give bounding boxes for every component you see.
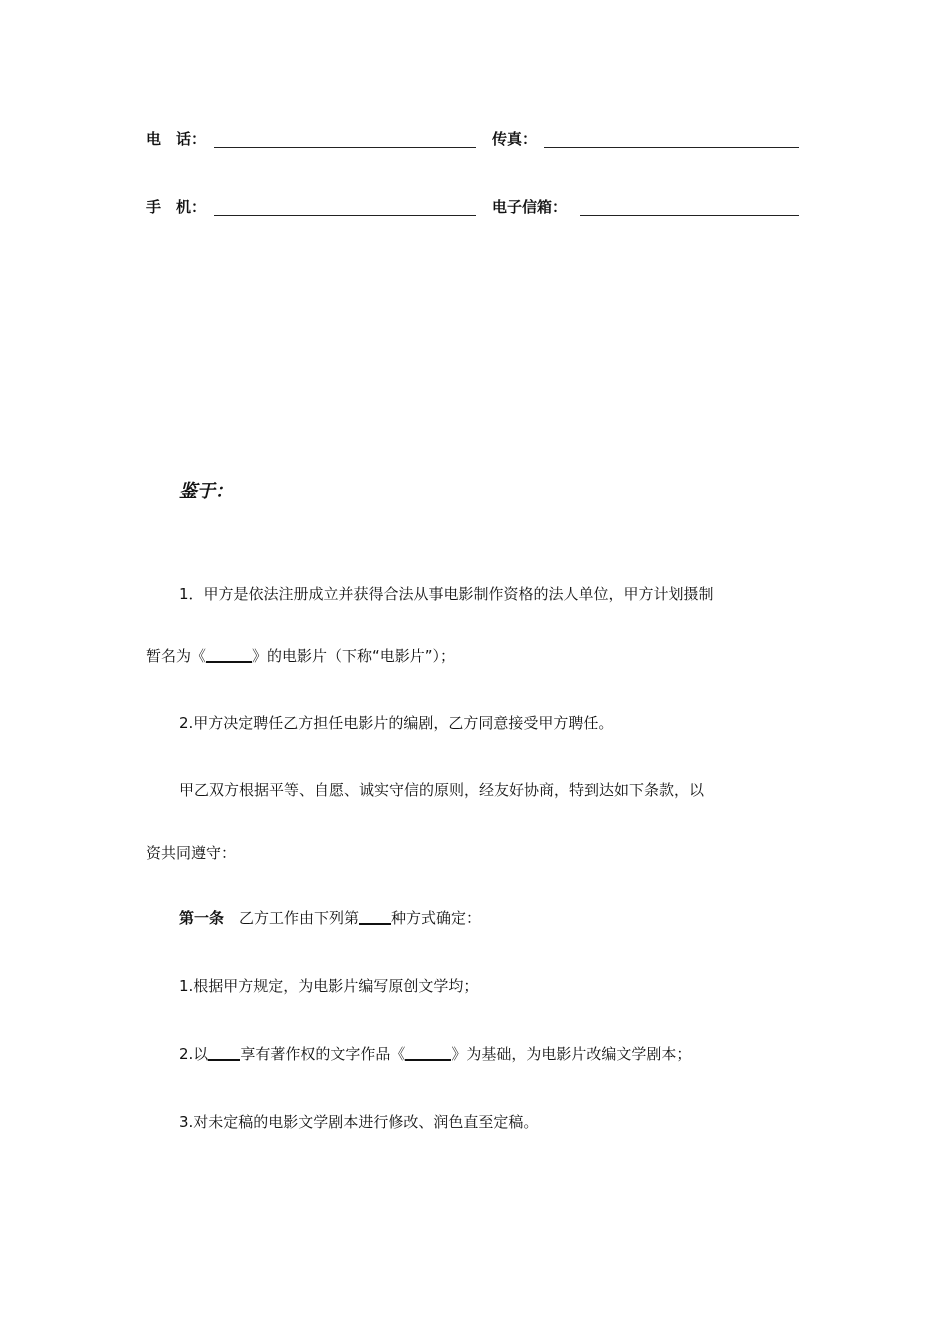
article-1-heading (179, 907, 481, 929)
article-1-option-2 (179, 1043, 691, 1065)
article-1-text-post: 种方式确定： (391, 909, 482, 927)
contact-row-phone-fax (146, 128, 806, 158)
fax-label: 传真： (492, 130, 538, 148)
fax-field[interactable] (544, 147, 799, 148)
recital-2: 2.甲方决定聘任乙方担任电影片的编剧，乙方同意接受甲方聘任。 (179, 714, 614, 732)
mobile-field[interactable] (214, 215, 476, 216)
film-title-blank[interactable] (206, 647, 252, 663)
article-1-text-pre: 乙方工作由下列第 (239, 909, 360, 927)
recital-1-pre-text: 暂名为《 (146, 647, 207, 665)
whereas-heading: 鉴于： (179, 481, 233, 502)
recital-1-line-1: 1．甲方是依法注册成立并获得合法从事电影制作资格的法人单位，甲方计划摄制 (179, 585, 714, 603)
contact-row-mobile-email (146, 196, 806, 226)
agreement-line-2: 资共同遵守： (146, 844, 237, 862)
article-1-option-3: 3.对未定稿的电影文学剧本进行修改、润色直至定稿。 (179, 1113, 539, 1131)
method-number-blank[interactable] (359, 909, 391, 925)
option-2-post: 》为基础，为电影片改编文学剧本； (451, 1045, 692, 1063)
mobile-label: 手 机： (146, 198, 207, 216)
article-1-option-1: 1.根据甲方规定，为电影片编写原创文学均； (179, 977, 479, 995)
agreement-line-1: 甲乙双方根据平等、自愿、诚实守信的原则，经友好协商，特到达如下条款，以 (179, 781, 705, 799)
option-2-pre: 2.以 (179, 1045, 209, 1063)
email-field[interactable] (580, 215, 799, 216)
email-label: 电子信箱： (492, 198, 568, 216)
recital-1-line-2 (146, 645, 455, 667)
phone-field[interactable] (214, 147, 476, 148)
work-title-blank[interactable] (405, 1045, 451, 1061)
phone-label: 电 话： (146, 130, 207, 148)
article-1-title: 第一条 (179, 909, 225, 927)
copyright-holder-blank[interactable] (208, 1045, 240, 1061)
recital-1-post-text: 》的电影片（下称“电影片”）； (252, 647, 456, 665)
option-2-mid: 享有著作权的文字作品《 (240, 1045, 406, 1063)
